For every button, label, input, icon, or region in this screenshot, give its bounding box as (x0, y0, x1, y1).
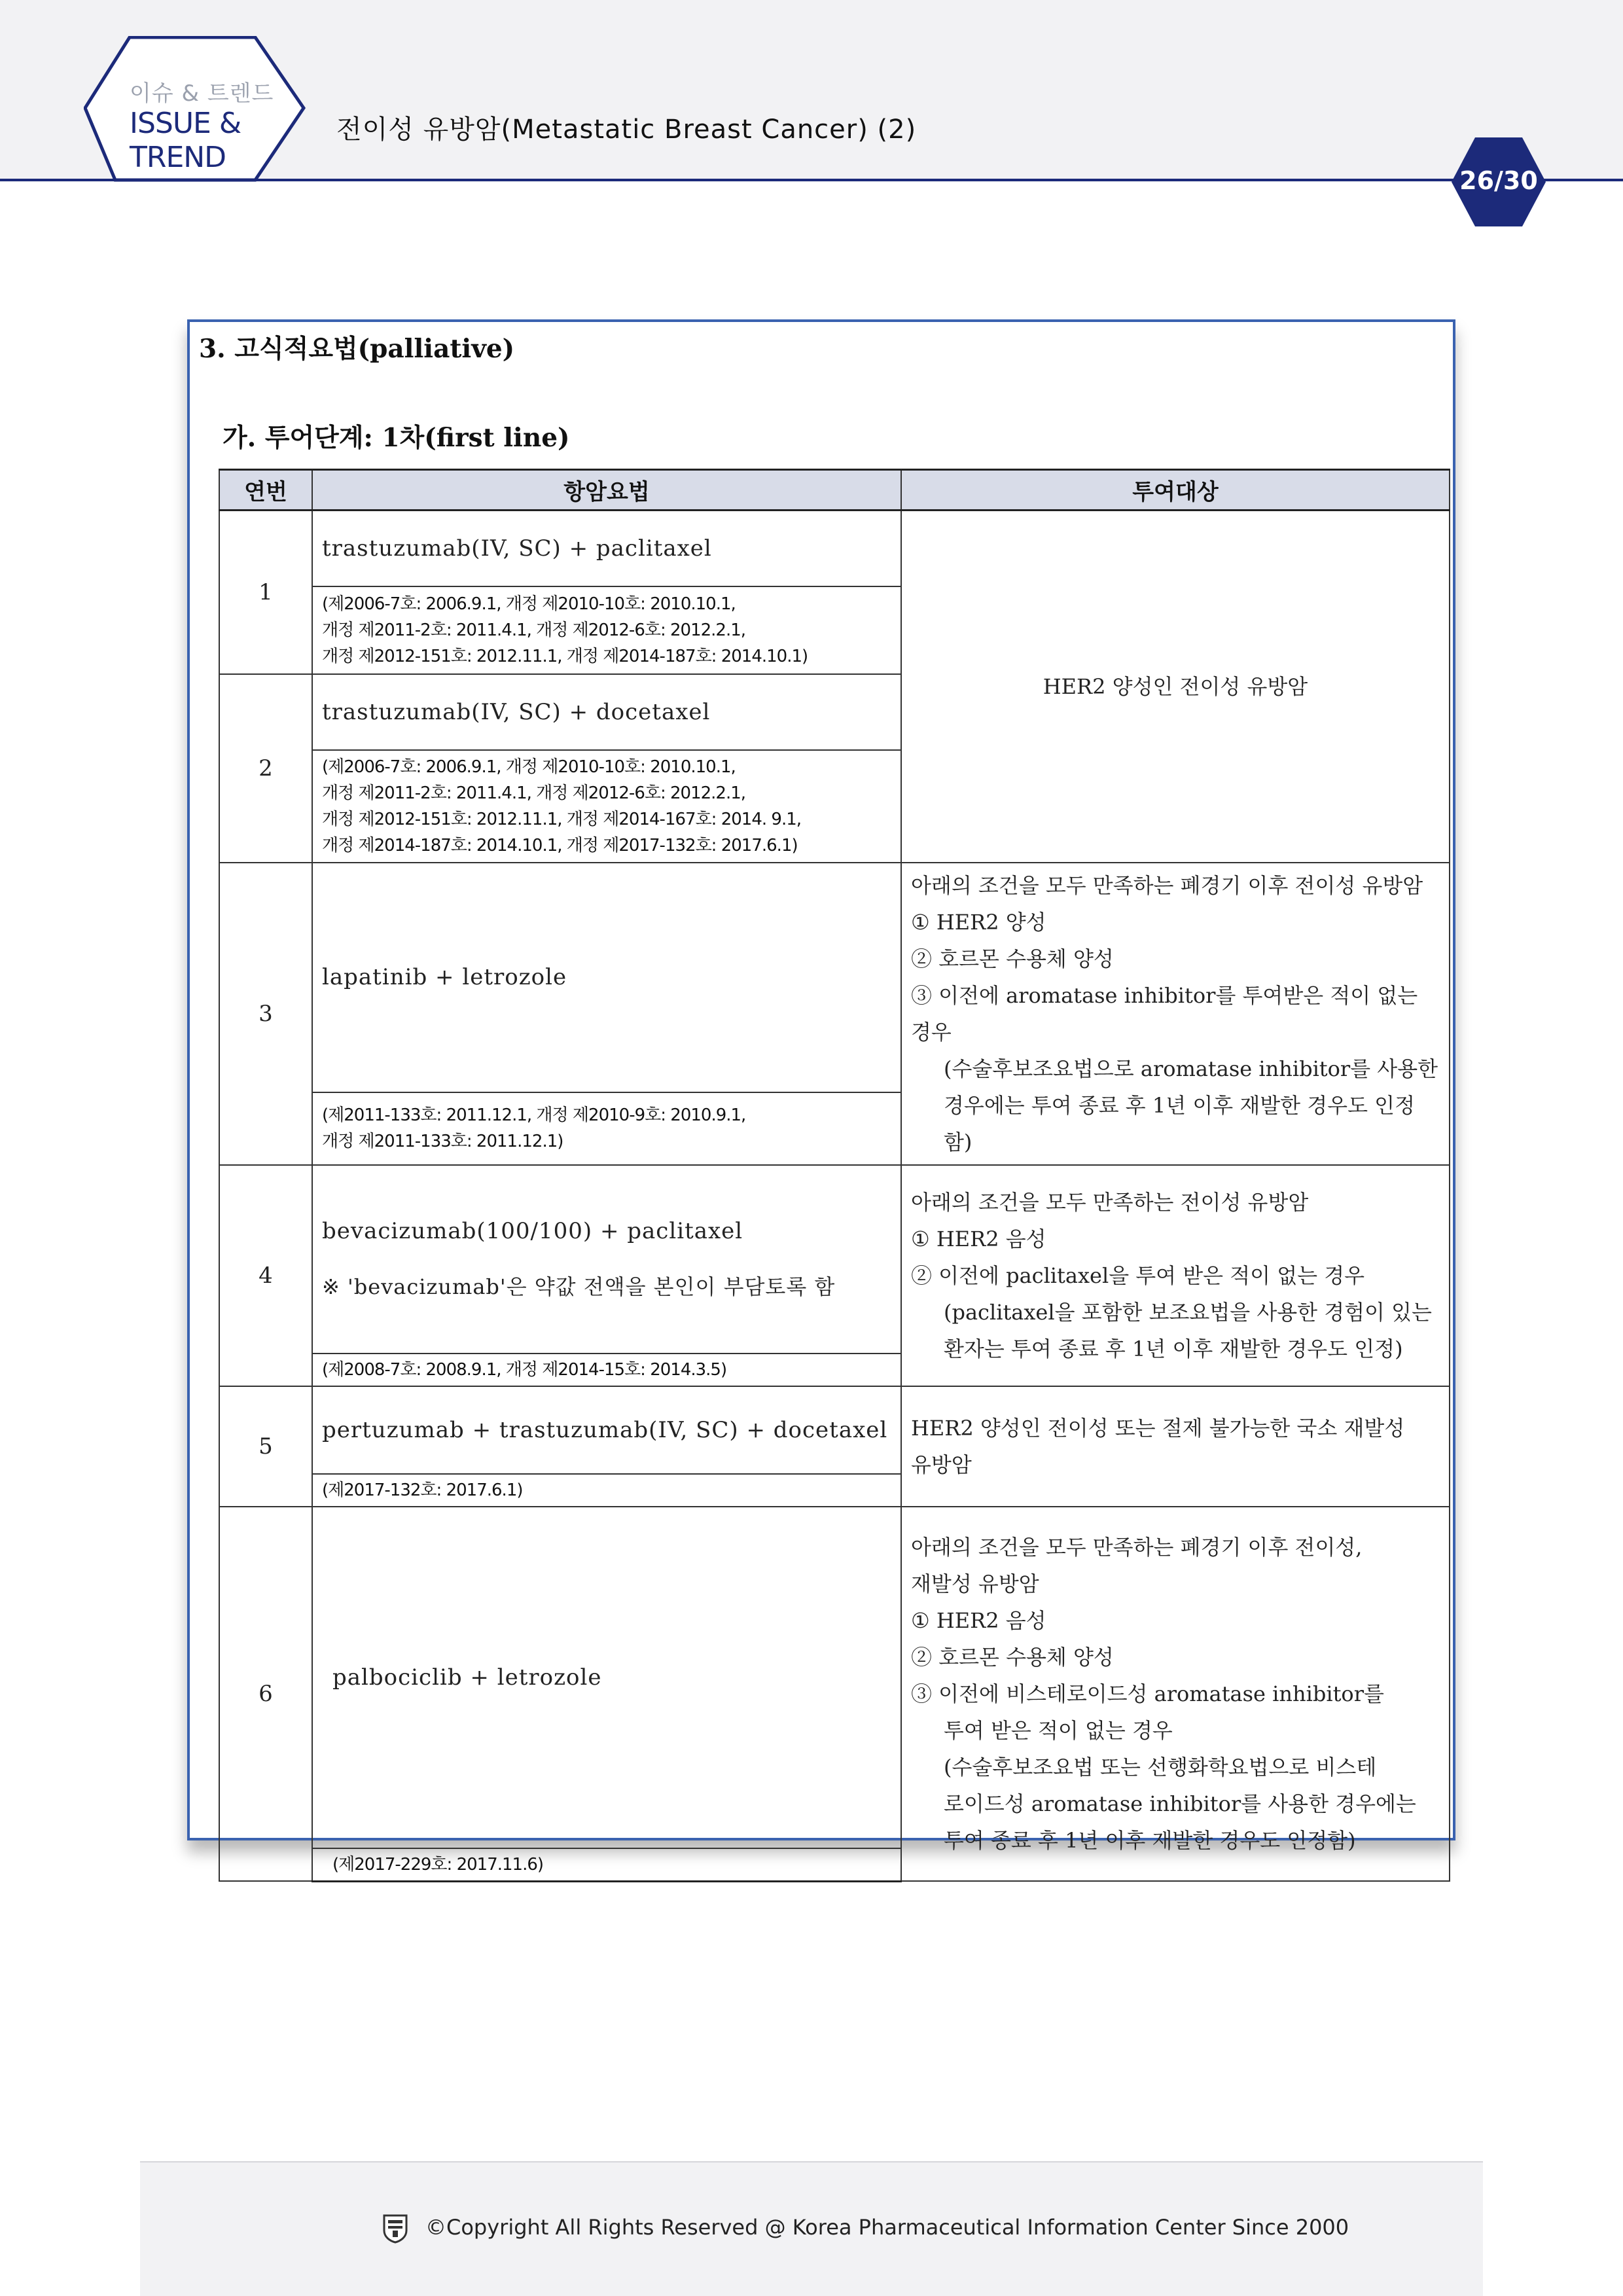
issue-trend-logo (84, 36, 306, 183)
row-number: 5 (219, 1386, 312, 1507)
target-line: 아래의 조건을 모두 만족하는 폐경기 이후 전이성, (911, 1534, 1363, 1560)
logo-english-line1: ISSUE & (130, 107, 241, 140)
history-line: 개정 제2011-2호: 2011.4.1, 개정 제2012-6호: 2012.2.1, (322, 620, 746, 640)
table-header-row (219, 470, 1450, 511)
target-line: 아래의 조건을 모두 만족하는 전이성 유방암 (911, 1189, 1309, 1215)
history-cell (312, 586, 901, 674)
target-line: 환자는 투여 종료 후 1년 이후 재발한 경우도 인정) (944, 1336, 1403, 1361)
target-line: ① HER2 음성 (911, 1226, 1046, 1251)
history-line: 개정 제2011-2호: 2011.4.1, 개정 제2012-6호: 2012.2.1, (322, 783, 746, 803)
history-cell (312, 1354, 901, 1386)
history-cell (312, 1474, 901, 1507)
history-line: (제2017-132호: 2017.6.1) (322, 1480, 523, 1500)
history-cell (312, 750, 901, 863)
history-line: (제2017-229호: 2017.11.6) (332, 1854, 544, 1874)
target-line: HER2 양성인 전이성 또는 절제 불가능한 국소 재발성 (911, 1415, 1405, 1441)
page-number: 26/30 (1459, 166, 1538, 195)
page-number-badge (1450, 136, 1547, 228)
column-header: 항암요법 (312, 470, 901, 511)
table-row (219, 863, 1450, 1092)
history-line: 개정 제2014-187호: 2014.10.1, 개정 제2017-132호: 2017.6.1) (322, 835, 798, 855)
section-title: 3. 고식적요법(palliative) (199, 334, 515, 364)
target-line: 재발성 유방암 (911, 1571, 1039, 1596)
history-cell (312, 1848, 901, 1882)
row-number: 4 (219, 1165, 312, 1386)
copyright-text: ©Copyright All Rights Reserved @ Korea Pharmaceutical Information Center Since 2000 (425, 2215, 1349, 2240)
history-line: (제2008-7호: 2008.9.1, 개정 제2014-15호: 2014.3.5) (322, 1359, 727, 1380)
target-cell (901, 1386, 1450, 1507)
regimen-note: ※ 'bevacizumab'은 약값 전액을 본인이 부담토록 함 (322, 1274, 836, 1299)
target-line: ② 이전에 paclitaxel을 투여 받은 적이 없는 경우 (911, 1263, 1365, 1288)
history-line: (제2011-133호: 2011.12.1, 개정 제2010-9호: 2010.9.1, (322, 1105, 746, 1126)
target-line: ① HER2 양성 (911, 909, 1046, 935)
regimen-cell: palbociclib + letrozole (312, 1507, 901, 1848)
target-line: ② 호르몬 수용체 양성 (911, 1644, 1114, 1670)
history-line: (제2006-7호: 2006.9.1, 개정 제2010-10호: 2010.10.1, (322, 757, 736, 777)
sub-title: 가. 투어단계: 1차(first line) (223, 423, 570, 453)
regimen-cell: trastuzumab(IV, SC) + paclitaxel (312, 511, 901, 586)
logo-english-line2: TREND (130, 141, 226, 174)
target-line: 아래의 조건을 모두 만족하는 폐경기 이후 전이성 유방암 (911, 872, 1423, 898)
footer (140, 2161, 1483, 2296)
header-divider (0, 179, 1623, 181)
logo-korean-text: 이슈 & 트렌드 (130, 81, 274, 107)
table-row (219, 1386, 1450, 1474)
target-line: 유방암 (911, 1452, 972, 1477)
embedded-table-figure (187, 319, 1455, 1874)
table-row (219, 1507, 1450, 1848)
target-line: 투여 받은 적이 없는 경우 (944, 1717, 1173, 1743)
target-line: ① HER2 음성 (911, 1607, 1046, 1633)
target-cell (901, 1507, 1450, 1882)
row-number: 3 (219, 863, 312, 1165)
target-line: ③ 이전에 비스테로이드성 aromatase inhibitor를 (911, 1681, 1384, 1706)
target-line: 경우에는 투여 종료 후 1년 이후 재발한 경우도 인정함) (944, 1092, 1415, 1155)
target-line: ③ 이전에 aromatase inhibitor를 투여받은 적이 없는 경우 (911, 982, 1418, 1045)
history-line: 개정 제2012-151호: 2012.11.1, 개정 제2014-187호: 2014.10.1) (322, 646, 808, 666)
regimen-cell: lapatinib + letrozole (312, 863, 901, 1092)
target-cell: HER2 양성인 전이성 유방암 (901, 511, 1450, 863)
regimen-cell: trastuzumab(IV, SC) + docetaxel (312, 674, 901, 750)
target-line: (수술후보조요법 또는 선행화학요법으로 비스테 (944, 1754, 1377, 1780)
target-cell (901, 1165, 1450, 1386)
target-line: ② 호르몬 수용체 양성 (911, 946, 1114, 971)
history-line: 개정 제2012-151호: 2012.11.1, 개정 제2014-167호: 2014. 9.1, (322, 809, 802, 829)
table-row (219, 1165, 1450, 1354)
kpic-emblem-icon (382, 2214, 408, 2244)
target-line: (paclitaxel을 포함한 보조요법을 사용한 경험이 있는 (944, 1299, 1432, 1325)
target-line: (수술후보조요법으로 aromatase inhibitor를 사용한 (944, 1056, 1438, 1081)
history-line: (제2006-7호: 2006.9.1, 개정 제2010-10호: 2010.10.1, (322, 594, 736, 614)
row-number: 6 (219, 1507, 312, 1882)
regimen-cell (312, 1165, 901, 1354)
regimen-cell: pertuzumab + trastuzumab(IV, SC) + docetaxel (312, 1386, 901, 1474)
table-row (219, 511, 1450, 586)
history-line: 개정 제2011-133호: 2011.12.1) (322, 1132, 563, 1152)
column-header: 연번 (219, 470, 312, 511)
column-header: 투여대상 (901, 470, 1450, 511)
regimen-text: bevacizumab(100/100) + paclitaxel (322, 1217, 743, 1244)
target-line: 투여 종료 후 1년 이후 재발한 경우도 인정함) (944, 1827, 1356, 1853)
row-number: 2 (219, 674, 312, 863)
target-cell (901, 863, 1450, 1165)
target-line: 로이드성 aromatase inhibitor를 사용한 경우에는 (944, 1791, 1416, 1816)
regimen-table (219, 469, 1450, 1882)
history-cell (312, 1092, 901, 1165)
page-title: 전이성 유방암(Metastatic Breast Cancer) (2) (336, 115, 917, 145)
row-number: 1 (219, 511, 312, 674)
